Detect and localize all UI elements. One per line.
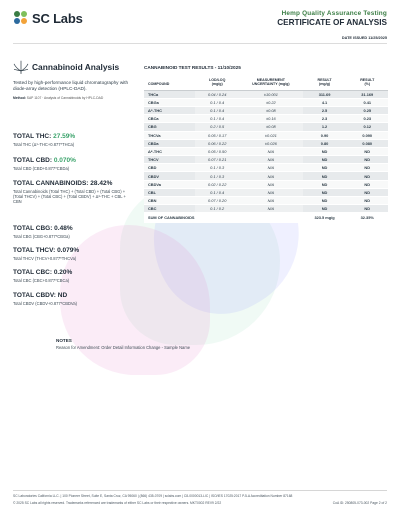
footer-line-2 — [13, 501, 387, 505]
cell-uncertainty: ±0.021 — [239, 131, 302, 139]
cell-result-pct: ND — [346, 172, 388, 180]
table-row — [144, 172, 388, 180]
header-divider — [13, 43, 387, 44]
table-row — [144, 197, 388, 205]
cell-lod-loq: 0.2 / 0.5 — [195, 123, 239, 131]
cell-lod-loq: 0.1 / 0.3 — [195, 164, 239, 172]
total-value: 0.070% — [53, 157, 76, 164]
total-label: TOTAL THC: — [13, 133, 52, 140]
cell-lod-loq: 0.05 / 0.50 — [195, 147, 239, 155]
cell-result-mg: 4.1 — [303, 98, 347, 106]
cell-result-mg: ND — [303, 180, 347, 188]
cell-result-mg: ND — [303, 156, 347, 164]
total-label: TOTAL CBD: — [13, 157, 52, 164]
cell-result-pct: 0.25 — [346, 106, 388, 114]
total-label: TOTAL CBG: — [13, 225, 53, 232]
cell-uncertainty: N/A — [239, 180, 302, 188]
total-formula: Total CBG (CBG+0.877*CBGa) — [13, 234, 70, 239]
cell-uncertainty: N/A — [239, 172, 302, 180]
total-value: ND — [57, 292, 68, 299]
cell-uncertainty: N/A — [239, 164, 302, 172]
date-issued: DATE ISSUED 11/25/2025 — [341, 36, 387, 40]
cell-compound: CBCa — [144, 115, 195, 123]
notes-text: Reason for Amendment: Order Detail Information Change - Sample Name — [56, 344, 191, 350]
table-row — [144, 123, 388, 131]
cell-lod-loq: 0.07 / 0.20 — [195, 197, 239, 205]
sum-label: SUM OF CANNABINOIDS — [144, 213, 303, 223]
col-lod-loq — [195, 77, 239, 90]
cell-lod-loq: 0.1 / 0.4 — [195, 106, 239, 114]
total-cbc — [13, 269, 133, 283]
cell-compound: THCVa — [144, 131, 195, 139]
cell-compound: THCV — [144, 156, 195, 164]
total-thcv — [13, 247, 133, 261]
method-label: Method: — [13, 96, 26, 100]
table-row — [144, 147, 388, 155]
notes-section — [56, 338, 256, 350]
total-value: 0.20% — [53, 269, 73, 276]
table-row — [144, 98, 388, 106]
total-formula: Total THC (Δ⁹-THC+0.877*THCa) — [13, 142, 75, 147]
results-section — [144, 65, 388, 223]
table-row — [144, 156, 388, 164]
cell-result-pct: ND — [346, 188, 388, 196]
cell-result-pct: 0.090 — [346, 131, 388, 139]
col-lod-loq-text: LOD/LOQ (mg/g) — [209, 78, 226, 87]
cell-result-mg: 311.69 — [303, 90, 347, 98]
total-cbd — [13, 157, 133, 171]
total-label: TOTAL CANNABINOIDS: — [13, 180, 89, 187]
cell-compound: CBDV — [144, 172, 195, 180]
col-result-mg — [303, 77, 347, 90]
sum-pct: 32.35% — [346, 213, 388, 223]
cell-result-mg: 0.90 — [303, 131, 347, 139]
sum-mg: 323.5 mg/g — [303, 213, 347, 223]
cell-result-mg: 2.3 — [303, 115, 347, 123]
cannabis-leaf-icon — [13, 60, 29, 74]
total-thc — [13, 133, 133, 147]
cell-lod-loq: 0.06 / 0.22 — [195, 139, 239, 147]
sc-labs-logo — [13, 10, 83, 26]
results-table — [144, 77, 388, 223]
analysis-summary — [13, 60, 129, 100]
cell-result-mg: 2.5 — [303, 106, 347, 114]
cell-uncertainty: N/A — [239, 197, 302, 205]
results-title: CANNABINOID TEST RESULTS - 11/10/2025 — [144, 65, 241, 70]
col-result-pct — [346, 77, 388, 90]
table-row — [144, 164, 388, 172]
brand-name: SC Labs — [32, 10, 83, 26]
footer-coa-id: CoA ID: 250805-073-002 Page 2 of 2 — [332, 501, 387, 505]
cell-uncertainty: ±0.16 — [239, 115, 302, 123]
table-row — [144, 131, 388, 139]
analysis-description: Tested by high-performance liquid chromatography with diode-array detection (HPLC-DAD). — [13, 80, 129, 91]
cell-result-mg: ND — [303, 188, 347, 196]
table-header-row — [144, 77, 388, 90]
total-cannabinoids — [13, 180, 133, 204]
analysis-title: Cannabinoid Analysis — [32, 62, 120, 72]
cell-compound: THCa — [144, 90, 195, 98]
sc-labs-logo-icon — [13, 10, 29, 26]
sum-row — [144, 213, 388, 223]
total-formula: Total THCV (THCV+0.877*THCVa) — [13, 256, 77, 261]
cell-lod-loq: 0.1 / 0.3 — [195, 172, 239, 180]
cell-compound: CBL — [144, 188, 195, 196]
total-value: 0.079% — [57, 247, 80, 254]
cell-uncertainty: N/A — [239, 205, 302, 213]
cell-result-mg: 0.80 — [303, 139, 347, 147]
cell-lod-loq: 0.1 / 0.4 — [195, 98, 239, 106]
cell-uncertainty: N/A — [239, 156, 302, 164]
table-row — [144, 180, 388, 188]
total-formula: Total CBC (CBC+0.877*CBCa) — [13, 278, 70, 283]
cell-result-pct: ND — [346, 205, 388, 213]
total-formula: Total CBDV (CBDV+0.877*CBDVa) — [13, 301, 77, 306]
cell-compound: CBC — [144, 205, 195, 213]
cell-result-pct: 31.169 — [346, 90, 388, 98]
cell-result-mg: ND — [303, 197, 347, 205]
cell-compound: Δ⁸-THC — [144, 147, 195, 155]
cell-result-pct: ND — [346, 164, 388, 172]
table-row — [144, 90, 388, 98]
total-value: 27.59% — [53, 133, 76, 140]
cell-result-pct: 0.23 — [346, 115, 388, 123]
cell-result-pct: ND — [346, 180, 388, 188]
footer-address: SC Laboratories California LLC. | 100 Pioneer Street, Suite E, Santa Cruz, CA 95060 | (866) 435-0709 | sclabs.com | C8-0000013-LIC | ISO/IES 17025:2017 PJLA Accreditation Number 87168 — [13, 494, 293, 498]
cell-uncertainty: ±0.026 — [239, 139, 302, 147]
total-cbg — [13, 225, 133, 239]
cell-lod-loq: 0.1 / 0.4 — [195, 188, 239, 196]
cell-uncertainty: ±0.22 — [239, 98, 302, 106]
col-uncertainty — [239, 77, 302, 90]
cell-lod-loq: 0.1 / 0.4 — [195, 115, 239, 123]
total-label: TOTAL THCV: — [13, 247, 56, 254]
col-result-pct-text: RESULT (%) — [360, 78, 375, 87]
footer-copyright: © 2025 SC Labs all rights reserved. Trademarks referenced are trademarks of either SC Labs or their respective owners. MKT0002 REV9 2/22 — [13, 501, 222, 505]
cell-result-pct: 0.12 — [346, 123, 388, 131]
col-compound: COMPOUND — [144, 77, 195, 90]
cell-uncertainty: ±0.08 — [239, 123, 302, 131]
cell-result-pct: ND — [346, 147, 388, 155]
table-row — [144, 115, 388, 123]
total-value: 28.42% — [90, 180, 113, 187]
footer-line-1 — [13, 494, 387, 498]
analysis-method — [13, 96, 129, 100]
cell-compound: Δ⁹-THC — [144, 106, 195, 114]
cell-result-pct: ND — [346, 156, 388, 164]
cell-compound: CBD — [144, 164, 195, 172]
cell-uncertainty: N/A — [239, 147, 302, 155]
cell-compound: CBN — [144, 197, 195, 205]
analysis-title-row — [13, 60, 129, 74]
cell-lod-loq: 0.1 / 0.2 — [195, 205, 239, 213]
col-result-mg-text: RESULT (mg/g) — [317, 78, 332, 87]
table-body — [144, 90, 388, 213]
cell-result-pct: 0.080 — [346, 139, 388, 147]
notes-heading: NOTES — [56, 338, 72, 343]
table-row — [144, 205, 388, 213]
footer-divider — [13, 490, 387, 491]
cell-compound: CBDVa — [144, 180, 195, 188]
total-cbdv — [13, 292, 133, 306]
total-formula: Total Cannabinoids (Total THC) + (Total CBD) + (Total CBG) + (Total THCV) + (Total CBC) + (Total CBDV) + Δ⁸-THC + CBL + CBN — [13, 189, 126, 204]
cell-result-pct: ND — [346, 197, 388, 205]
col-uncertainty-text: MEASUREMENT UNCERTAINTY (mg/g) — [252, 78, 290, 87]
cell-result-mg: ND — [303, 164, 347, 172]
cell-result-mg: ND — [303, 172, 347, 180]
cell-result-mg: 1.2 — [303, 123, 347, 131]
cell-lod-loq: 0.07 / 0.21 — [195, 156, 239, 164]
header-subtitle: Hemp Quality Assurance Testing — [281, 10, 387, 17]
cell-lod-loq: 0.05 / 0.17 — [195, 131, 239, 139]
cell-uncertainty: ±10.001 — [239, 90, 302, 98]
table-row — [144, 139, 388, 147]
cell-result-mg: ND — [303, 147, 347, 155]
total-label: TOTAL CBC: — [13, 269, 52, 276]
cell-uncertainty: N/A — [239, 188, 302, 196]
table-row — [144, 106, 388, 114]
cell-compound: CBDa — [144, 139, 195, 147]
cell-lod-loq: 0.04 / 0.24 — [195, 90, 239, 98]
cell-compound: CBG — [144, 123, 195, 131]
total-value: 0.48% — [54, 225, 73, 232]
total-formula: Total CBD (CBD+0.877*CBDa) — [13, 166, 70, 171]
cell-result-mg: ND — [303, 205, 347, 213]
cell-uncertainty: ±0.08 — [239, 106, 302, 114]
cell-compound: CBGa — [144, 98, 195, 106]
total-label: TOTAL CBDV: — [13, 292, 56, 299]
cell-lod-loq: 0.02 / 0.22 — [195, 180, 239, 188]
header-titles — [277, 10, 387, 27]
table-row — [144, 188, 388, 196]
cell-result-pct: 0.41 — [346, 98, 388, 106]
method-text: SAP 1107 · Analysis of Cannabinoids by HPLC-DAD — [26, 96, 104, 100]
document-title: CERTIFICATE OF ANALYSIS — [277, 18, 387, 27]
